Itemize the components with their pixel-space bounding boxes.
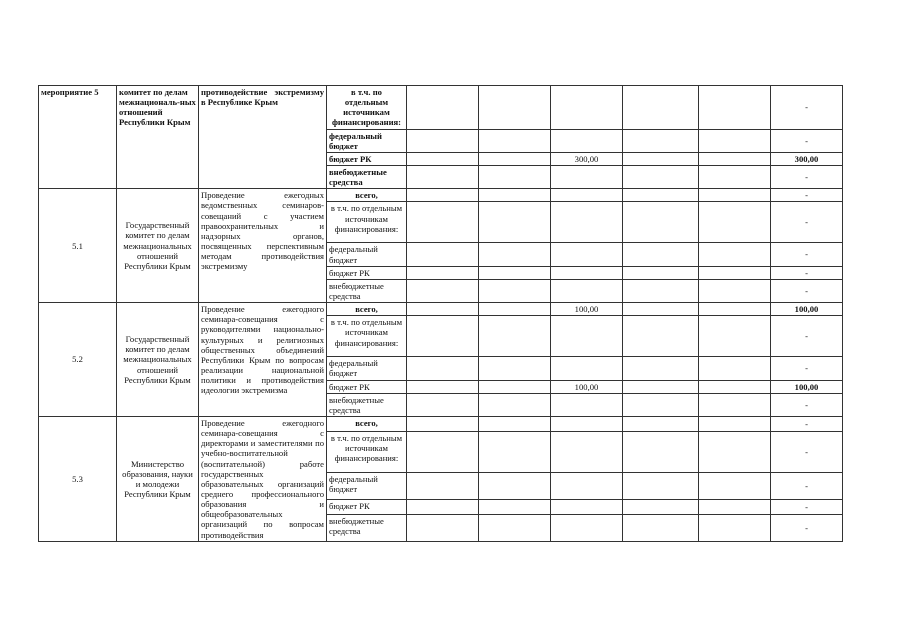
empty-cell (479, 380, 551, 393)
amount-cell (551, 279, 623, 302)
empty-cell (407, 393, 479, 416)
empty-cell (699, 279, 771, 302)
empty-cell (699, 202, 771, 243)
funding-source-cell: федеральный бюджет (327, 357, 407, 380)
amount-cell (551, 514, 623, 541)
empty-cell (623, 357, 699, 380)
empty-cell (479, 86, 551, 130)
total-cell: - (771, 86, 843, 130)
funding-source-cell: внебюджетные средства (327, 279, 407, 302)
empty-cell (479, 432, 551, 473)
empty-cell (699, 86, 771, 130)
amount-cell (551, 473, 623, 500)
empty-cell (623, 165, 699, 188)
empty-cell (623, 279, 699, 302)
measure-number: мероприятие 5 (39, 86, 117, 189)
table-row (39, 416, 843, 431)
empty-cell (479, 303, 551, 316)
empty-cell (407, 316, 479, 357)
empty-cell (407, 514, 479, 541)
funding-source-cell: всего, (327, 303, 407, 316)
amount-cell (551, 499, 623, 514)
empty-cell (699, 380, 771, 393)
empty-cell (623, 380, 699, 393)
amount-cell (551, 266, 623, 279)
empty-cell (699, 165, 771, 188)
amount-cell (551, 202, 623, 243)
empty-cell (699, 514, 771, 541)
empty-cell (407, 357, 479, 380)
empty-cell (407, 86, 479, 130)
empty-cell (699, 189, 771, 202)
amount-cell (551, 189, 623, 202)
amount-cell (551, 316, 623, 357)
funding-source-cell: внебюджетные средства (327, 393, 407, 416)
total-cell: - (771, 243, 843, 266)
empty-cell (623, 514, 699, 541)
empty-cell (407, 243, 479, 266)
table-row (39, 303, 843, 316)
empty-cell (407, 202, 479, 243)
funding-source-cell: внебюджетные средства (327, 514, 407, 541)
empty-cell (407, 473, 479, 500)
empty-cell (623, 393, 699, 416)
funding-source-cell: в т.ч. по отдельным источникам финансирования: (327, 202, 407, 243)
empty-cell (479, 243, 551, 266)
empty-cell (623, 473, 699, 500)
total-cell: - (771, 266, 843, 279)
funding-source-cell: всего, (327, 416, 407, 431)
total-cell: 100,00 (771, 303, 843, 316)
funding-source-cell: внебюджетные средства (327, 165, 407, 188)
total-cell: - (771, 357, 843, 380)
funding-source-cell: федеральный бюджет (327, 473, 407, 500)
empty-cell (623, 432, 699, 473)
empty-cell (407, 129, 479, 152)
empty-cell (479, 514, 551, 541)
total-cell: - (771, 432, 843, 473)
empty-cell (623, 86, 699, 130)
amount-cell (551, 416, 623, 431)
empty-cell (623, 499, 699, 514)
empty-cell (623, 202, 699, 243)
empty-cell (699, 316, 771, 357)
funding-source-cell: бюджет РК (327, 380, 407, 393)
empty-cell (699, 416, 771, 431)
empty-cell (623, 266, 699, 279)
amount-cell: 300,00 (551, 152, 623, 165)
empty-cell (479, 202, 551, 243)
empty-cell (479, 189, 551, 202)
funding-source-cell: в т.ч. по отдельным источникам финансирования: (327, 86, 407, 130)
funding-source-cell: в т.ч. по отдельным источникам финансирования: (327, 432, 407, 473)
total-cell: - (771, 416, 843, 431)
empty-cell (699, 357, 771, 380)
funding-source-cell: федеральный бюджет (327, 129, 407, 152)
empty-cell (479, 316, 551, 357)
empty-cell (407, 303, 479, 316)
amount-cell (551, 129, 623, 152)
total-cell: - (771, 279, 843, 302)
description-cell: Проведение ежегодных ведомственных семинаров-совещаний с участием правоохранительных и надзорных органов, посвященных перспективным методам противодействия экстремизму (199, 189, 327, 303)
empty-cell (699, 499, 771, 514)
funding-source-cell: в т.ч. по отдельным источникам финансирования: (327, 316, 407, 357)
empty-cell (479, 393, 551, 416)
amount-cell: 100,00 (551, 303, 623, 316)
total-cell: - (771, 165, 843, 188)
empty-cell (479, 152, 551, 165)
funding-source-cell: всего, (327, 189, 407, 202)
total-cell: - (771, 316, 843, 357)
total-cell: - (771, 129, 843, 152)
measure-number: 5.3 (39, 416, 117, 541)
total-cell: - (771, 393, 843, 416)
empty-cell (407, 152, 479, 165)
description-cell: Проведение ежегодного семинара-совещания с руководителями национально-культурных и религиозных общественных объединений Республики Крым по вопросам реализации национальной политики и противодействия идеологии экстремизма (199, 303, 327, 417)
total-cell: - (771, 202, 843, 243)
empty-cell (699, 473, 771, 500)
total-cell: - (771, 473, 843, 500)
total-cell: - (771, 514, 843, 541)
table-row (39, 189, 843, 202)
empty-cell (407, 266, 479, 279)
funding-source-cell: бюджет РК (327, 499, 407, 514)
table-body (39, 86, 843, 542)
empty-cell (479, 499, 551, 514)
empty-cell (623, 316, 699, 357)
description-cell: Проведение ежегодного семинара-совещания с директорами и заместителями по учебно-воспитательной (воспитательной) работе государственных образовательных организаций среднего профессионального образования и общеобразовательных организаций по вопросам противодействия (199, 416, 327, 541)
empty-cell (407, 380, 479, 393)
funding-source-cell: федеральный бюджет (327, 243, 407, 266)
empty-cell (623, 416, 699, 431)
total-cell: - (771, 499, 843, 514)
empty-cell (479, 129, 551, 152)
empty-cell (623, 129, 699, 152)
amount-cell (551, 165, 623, 188)
empty-cell (407, 165, 479, 188)
empty-cell (699, 129, 771, 152)
empty-cell (699, 152, 771, 165)
empty-cell (623, 303, 699, 316)
empty-cell (407, 432, 479, 473)
empty-cell (479, 279, 551, 302)
empty-cell (407, 499, 479, 514)
financing-table (38, 85, 843, 542)
empty-cell (479, 266, 551, 279)
executor-cell: Государственный комитет по делам межнациональных отношений Республики Крым (117, 303, 199, 417)
total-cell: - (771, 189, 843, 202)
table-row (39, 86, 843, 130)
executor-cell: комитет по делам межнациональ-ных отношений Республики Крым (117, 86, 199, 189)
empty-cell (479, 416, 551, 431)
total-cell: 100,00 (771, 380, 843, 393)
empty-cell (623, 189, 699, 202)
empty-cell (407, 189, 479, 202)
empty-cell (479, 473, 551, 500)
empty-cell (407, 279, 479, 302)
executor-cell: Государственный комитет по делам межнациональных отношений Республики Крым (117, 189, 199, 303)
empty-cell (699, 393, 771, 416)
amount-cell (551, 393, 623, 416)
measure-number: 5.2 (39, 303, 117, 417)
amount-cell (551, 86, 623, 130)
funding-source-cell: бюджет РК (327, 266, 407, 279)
amount-cell (551, 243, 623, 266)
empty-cell (623, 152, 699, 165)
amount-cell (551, 432, 623, 473)
empty-cell (699, 266, 771, 279)
empty-cell (699, 303, 771, 316)
empty-cell (407, 416, 479, 431)
measure-number: 5.1 (39, 189, 117, 303)
amount-cell: 100,00 (551, 380, 623, 393)
funding-source-cell: бюджет РК (327, 152, 407, 165)
empty-cell (623, 243, 699, 266)
description-cell: противодействие экстремизму в Республике Крым (199, 86, 327, 189)
empty-cell (479, 357, 551, 380)
total-cell: 300,00 (771, 152, 843, 165)
empty-cell (479, 165, 551, 188)
amount-cell (551, 357, 623, 380)
empty-cell (699, 243, 771, 266)
executor-cell: Министерство образования, науки и молодежи Республики Крым (117, 416, 199, 541)
empty-cell (699, 432, 771, 473)
